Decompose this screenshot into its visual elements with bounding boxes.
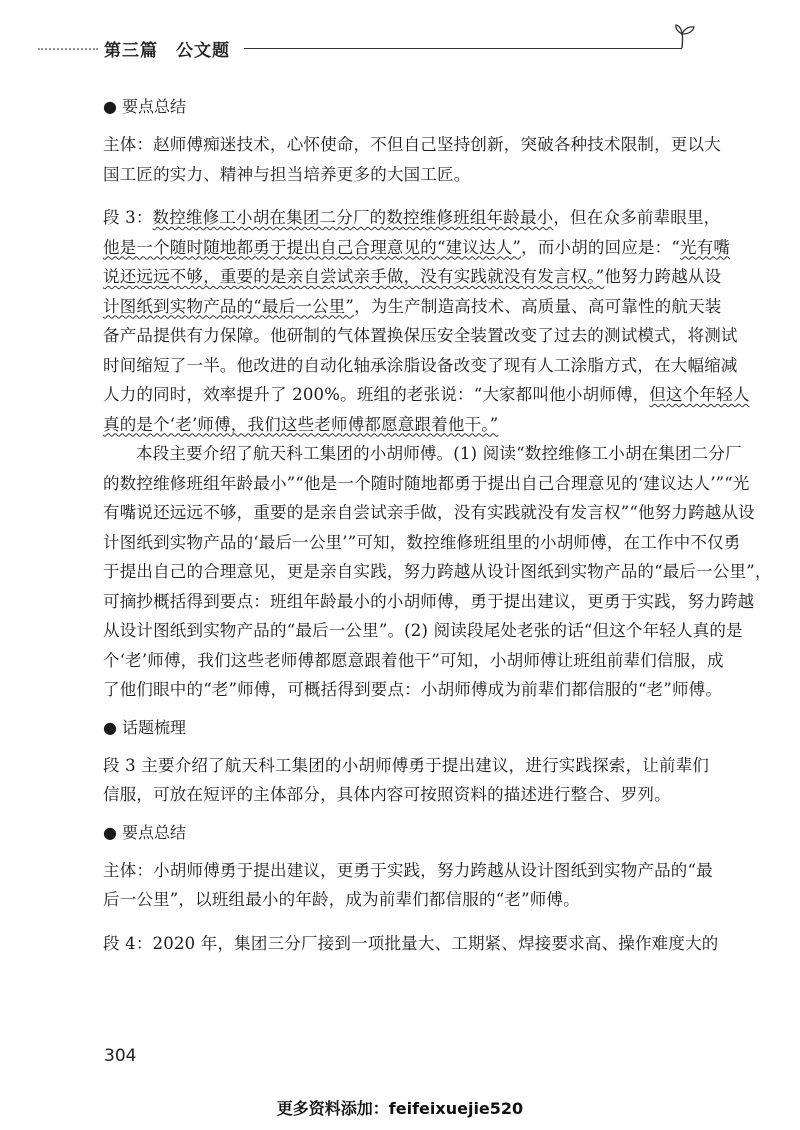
- paragraph-3-line-4: 计图纸到实物产品的“最后一公里”，为生产制造高技术、高质量、高可靠性的航天装: [103, 296, 722, 316]
- paragraph-3-line-3: 说还远远不够，重要的是亲自尝试亲手做，没有实践就没有发言权。”他努力跨越从设: [103, 267, 722, 286]
- analysis-line-7: 从设计图纸到实物产品的“最后一公里”。(2) 阅读段尾处老张的话“但这个年轻人真的是: [103, 621, 743, 640]
- analysis-line-3: 有嘴说还远远不够，重要的是亲自尝试亲手做，没有实践就没有发言权”“他努力跨越从设: [103, 503, 755, 522]
- paragraph-4-line-1: 段 4：2020 年，集团三分厂接到一项批量大、工期紧、焊接要求高、操作难度大的: [103, 933, 719, 953]
- summary-2-line-2: 后一公里”，以班组最小的年龄，成为前辈们都信服的“老”师傅。: [103, 890, 580, 909]
- paragraph-3-line-1: 段 3：数控维修工小胡在集团二分厂的数控维修班组年龄最小，但在众多前辈眼里，: [103, 208, 721, 227]
- header-dotted-rule: [38, 48, 98, 50]
- summary-2-line-1: 主体：小胡师傅勇于提出建议，更勇于实践，努力跨越从设计图纸到实物产品的“最: [103, 860, 713, 880]
- analysis-line-1: 本段主要介绍了航天科工集团的小胡师傅。(1) 阅读“数控维修工小胡在集团二分厂: [136, 444, 742, 463]
- paragraph-3-line-6: 时间缩短了一半。他改进的自动化轴承涂脂设备改变了现有人工涂脂方式，在大幅缩减: [103, 355, 738, 375]
- topic-line-2: 信服，可放在短评的主体部分，具体内容可按照资料的描述进行整合、罗列。: [103, 785, 671, 804]
- header-title: 第三篇 公文题: [104, 36, 244, 61]
- paragraph-3-line-7: 人力的同时，效率提升了 200%。班组的老张说：“大家都叫他小胡师傅，但这个年轻人: [103, 385, 750, 404]
- paragraph-3-line-8: 真的是个‘老’师傅，我们这些老师傅都愿意跟着他干。”: [103, 414, 499, 434]
- analysis-line-6: 可摘抄概括得到要点：班组年龄最小的小胡师傅，勇于提出建议，更勇于实践，努力跨越: [103, 591, 755, 611]
- page-header: [0, 28, 800, 61]
- paragraph-3-line-2: 他是一个随时随地都勇于提出自己合理意见的“建议达人”，而小胡的回应是：“光有嘴: [103, 237, 731, 257]
- sprout-icon: [674, 22, 702, 52]
- analysis-line-4: 计图纸到实物产品的‘最后一公里’”可知，数控维修班组里的小胡师傅，在工作中不仅勇: [103, 532, 741, 552]
- section-heading-topic: ● 话题梳理: [103, 717, 187, 737]
- summary-1-line-1: 主体：赵师傅痴迷技术，心怀使命，不但自己坚持创新，突破各种技术限制，更以大: [103, 135, 721, 154]
- topic-line-1: 段 3 主要介绍了航天科工集团的小胡师傅勇于提出建议，进行实践探索，让前辈们: [103, 755, 710, 775]
- analysis-line-9: 了他们眼中的“老”师傅，可概括得到要点：小胡师傅成为前辈们都信服的“老”师傅。: [103, 680, 723, 699]
- analysis-line-2: 的数控维修班组年龄最小”“他是一个随时随地都勇于提出自己合理意见的‘建议达人’”“光: [103, 473, 750, 493]
- analysis-line-5: 于提出自己的合理意见，更是亲自实践，努力跨越从设计图纸到实物产品的“最后一公里”，: [103, 562, 772, 581]
- section-heading-summary-1: ● 要点总结: [103, 97, 187, 116]
- page-number: 304: [104, 1046, 137, 1066]
- analysis-line-8: 个‘老’师傅，我们这些老师傅都愿意跟着他干”可知，小胡师傅让班组前辈们信服，成: [103, 650, 724, 670]
- page-body: [103, 92, 772, 958]
- summary-1-line-2: 国工匠的实力、精神与担当培养更多的大国工匠。: [103, 164, 471, 184]
- paragraph-3-line-5: 备产品提供有力保障。他研制的气体置换保压安全装置改变了过去的测试模式，将测试: [103, 326, 738, 345]
- section-heading-summary-2: ● 要点总结: [103, 822, 187, 842]
- footer-note: 更多资料添加：feifeixuejie520: [276, 1099, 524, 1118]
